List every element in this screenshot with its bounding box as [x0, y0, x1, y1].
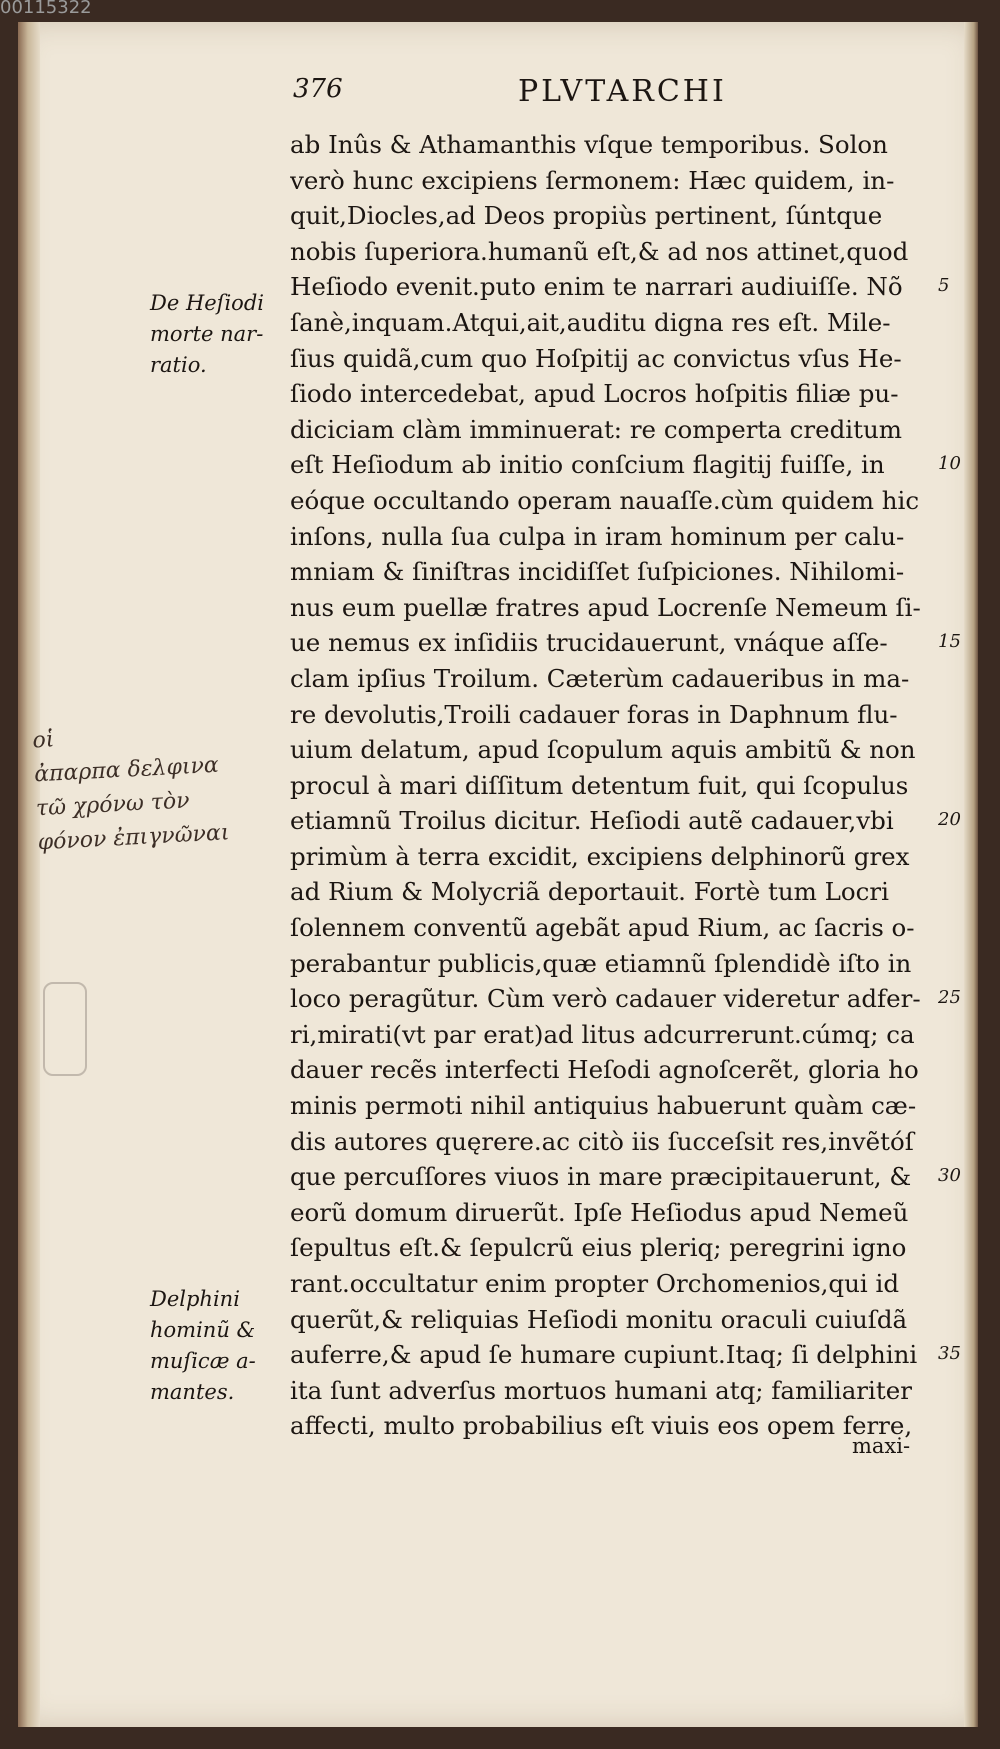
text-line: eorũ domum diruerũt. Ipſe Heſiodus apud Nemeũ — [290, 1197, 909, 1227]
text-line: ue nemus ex inſidiis trucidauerunt, vnáque aſſe- — [290, 628, 888, 658]
text-line: diciciam clàm imminuerat: re comperta creditum — [290, 414, 902, 444]
sidenote-line: De Heſiodi — [150, 291, 264, 315]
handwritten-annotation — [32, 712, 284, 861]
running-head: PLVTARCHI — [518, 74, 727, 109]
text-line: auferre,& apud ſe humare cupiunt.Itaq; ſi delphini — [290, 1340, 918, 1370]
line-number: 5 — [938, 275, 950, 297]
line-number: 20 — [938, 809, 961, 831]
text-line: ab Inûs & Athamanthis vſque temporibus. Solon — [290, 130, 888, 159]
text-line: eóque occultando operam nauaſſe.cùm quidem hic — [290, 485, 920, 515]
line-number: 15 — [938, 631, 961, 653]
text-line: nus eum puellæ fratres apud Locrenſe Nemeum ſi- — [290, 592, 921, 622]
handwritten-line: ἀπαρπα δελφινα — [33, 752, 220, 788]
line-number: 30 — [938, 1165, 961, 1187]
sidenote-line: morte nar- — [150, 322, 264, 346]
sidenote-dolphins — [150, 1284, 280, 1408]
text-line: quit,Diocles,ad Deos propiùs pertinent, ſúntque — [290, 201, 883, 231]
text-line: clam ipſius Troilum. Cæterùm cadaueribus in ma- — [290, 663, 910, 693]
text-line: ſepultus eſt.& ſepulcrũ eius pleriq; peregrini igno — [290, 1233, 907, 1263]
page-header — [293, 74, 933, 114]
text-line: ſanè,inquam.Atqui,ait,auditu digna res eſt. Mile- — [290, 307, 891, 337]
text-line: querũt,& reliquias Heſiodi monitu oraculi cuiuſdã — [290, 1304, 908, 1334]
text-line: inſons, nulla ſua culpa in iram hominum per calu- — [290, 521, 905, 551]
main-text-block — [290, 127, 935, 1444]
text-line: ad Rium & Molycriã deportauit. Fortè tum Locri — [290, 877, 889, 907]
text-line: ſiodo intercedebat, apud Locros hoſpitis filiæ pu- — [290, 379, 899, 409]
text-line: loco peragũtur. Cùm verò cadauer videretur adfer- — [290, 984, 921, 1014]
handwritten-line: τῶ χρόνω τὸν — [35, 788, 191, 822]
catchword: maxi- — [852, 1434, 911, 1458]
text-line: que percuſſores viuos in mare præcipitauerunt, & — [290, 1162, 912, 1192]
sidenote-line: ratio. — [150, 353, 207, 377]
sidenote-line: hominũ & — [150, 1318, 256, 1342]
text-line: procul à mari diſſitum detentum fuit, qui ſcopulus — [290, 770, 909, 800]
page-number: 376 — [293, 74, 343, 104]
text-line: dauer recẽs interfecti Heſodi agnoſcerẽt, gloria ho — [290, 1055, 919, 1085]
sidenote-line: muſicæ a- — [150, 1349, 256, 1373]
text-line: verò hunc excipiens ſermonem: Hæc quidem, in- — [290, 165, 895, 195]
line-number: 35 — [938, 1343, 961, 1365]
text-line: ſius quidã,cum quo Hoſpitij ac convictus vſus He- — [290, 343, 902, 373]
text-line: etiamnũ Troilus dicitur. Heſiodi autẽ cadauer,vbi — [290, 806, 894, 836]
text-line: mniam & ſiniſtras incidiſſet ſuſpiciones. Nihilomi- — [290, 557, 905, 587]
text-line: uium delatum, apud ſcopulum aquis ambitũ & non — [290, 735, 916, 765]
text-line: re devolutis,Troili cadauer foras in Daphnum flu- — [290, 699, 898, 729]
sidenote-line: mantes. — [150, 1380, 235, 1404]
sidenote-hesiod — [150, 288, 280, 381]
text-line: ri,mirati(vt par erat)ad litus adcurrerunt.cúmq; ca — [290, 1019, 915, 1049]
text-line: ita ſunt adverſus mortuos humani atq; familiariter — [290, 1375, 912, 1405]
handwritten-line: οἱ — [31, 727, 55, 754]
text-line: primùm à terra excidit, excipiens delphinorũ grex — [290, 841, 910, 871]
text-line: rant.occultatur enim propter Orchomenios,qui id — [290, 1269, 900, 1298]
text-line: eſt Heſiodum ab initio conſcium flagitij fuiſſe, in — [290, 450, 885, 480]
text-line: nobis ſuperiora.humanũ eſt,& ad nos attinet,quod — [290, 236, 909, 266]
text-line: Heſiodo evenit.puto enim te narrari audiuiſſe. Nõ — [290, 272, 903, 302]
text-line: dis autores quęrere.ac citò iis ſucceſsit res,invẽtóſ — [290, 1126, 914, 1156]
handwritten-line: φόνον ἐπιγνῶναι — [37, 820, 231, 856]
line-number: 10 — [938, 453, 961, 475]
page-edge — [964, 22, 978, 1727]
binding-gutter — [18, 22, 40, 1727]
text-line: affecti, multo probabilius eſt viuis eos opem ferre, — [290, 1411, 913, 1441]
scan-id-label: 00115322 — [0, 0, 92, 18]
sidenote-line: Delphini — [150, 1287, 240, 1311]
line-number: 25 — [938, 987, 961, 1009]
text-line: minis permoti nihil antiquius habuerunt quàm cæ- — [290, 1091, 917, 1121]
text-line: perabantur publicis,quæ etiamnũ ſplendidè iſto in — [290, 948, 912, 978]
clip-mark — [43, 982, 87, 1076]
text-line: ſolennem conventũ agebãt apud Rium, ac ſacris o- — [290, 913, 915, 943]
